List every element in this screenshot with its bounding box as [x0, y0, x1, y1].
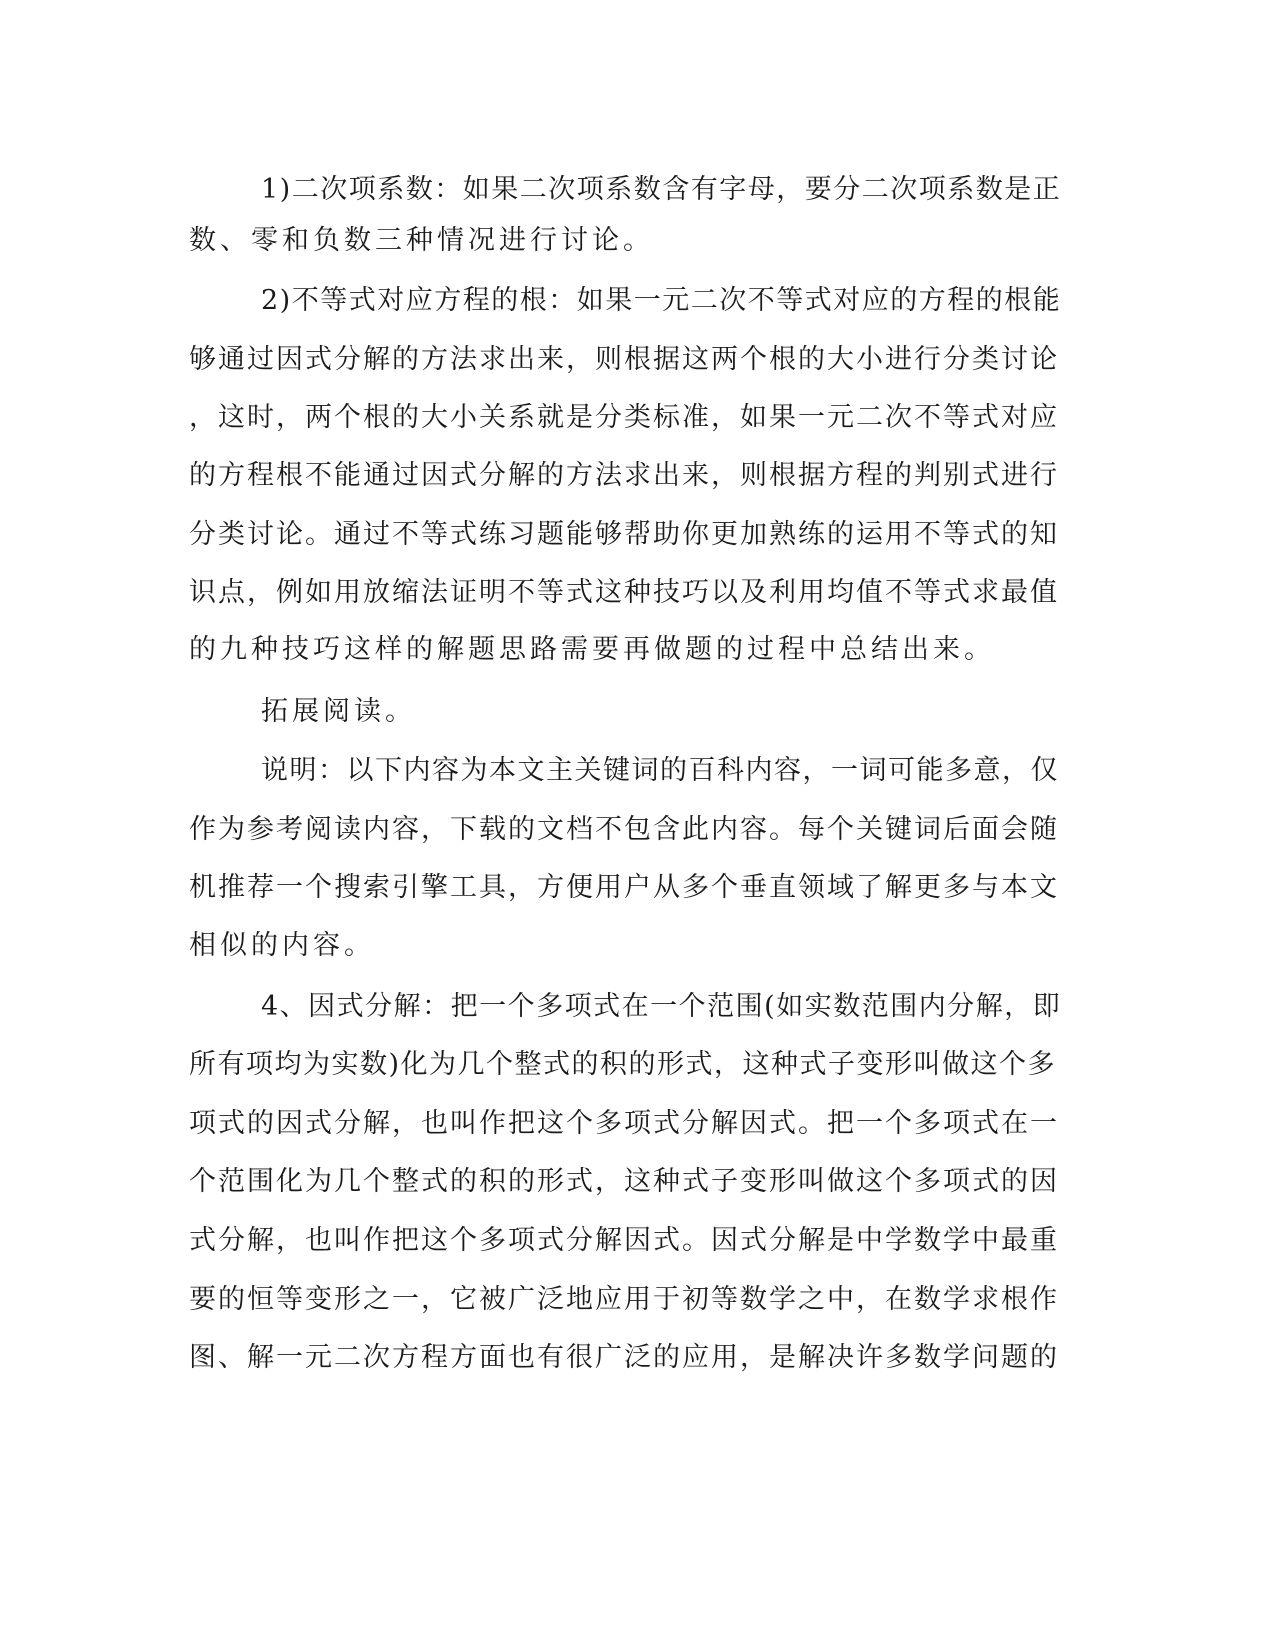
paragraph-line: 所有项均为实数)化为几个整式的积的形式，这种式子变形叫做这个多: [189, 1049, 1057, 1080]
paragraph-line: 1)二次项系数：如果二次项系数含有字母，要分二次项系数是正: [261, 174, 1062, 205]
paragraph-line: 式分解，也叫作把这个多项式分解因式。因式分解是中学数学中最重: [189, 1225, 1059, 1256]
paragraph-line: 作为参考阅读内容，下载的文档不包含此内容。每个关键词后面会随: [189, 814, 1059, 845]
paragraph-line: 图、解一元二次方程方面也有很广泛的应用，是解决许多数学问题的: [189, 1342, 1059, 1373]
paragraph-line: 4、因式分解：把一个多项式在一个范围(如实数范围内分解，即: [261, 991, 1062, 1022]
paragraph-line: 要的恒等变形之一，它被广泛地应用于初等数学之中，在数学求根作: [189, 1284, 1059, 1315]
section-heading: 拓展阅读。: [261, 696, 416, 727]
paragraph-line: 分类讨论。通过不等式练习题能够帮助你更加熟练的运用不等式的知: [189, 519, 1059, 550]
paragraph-line: 相似的内容。: [189, 930, 375, 961]
paragraph-line: 识点，例如用放缩法证明不等式这种技巧以及利用均值不等式求最值: [189, 577, 1059, 608]
paragraph-line: ，这时，两个根的大小关系就是分类标准，如果一元二次不等式对应: [189, 402, 1059, 433]
paragraph-line: 2)不等式对应方程的根：如果一元二次不等式对应的方程的根能: [261, 285, 1062, 316]
paragraph-line: 够通过因式分解的方法求出来，则根据这两个根的大小进行分类讨论: [189, 344, 1059, 375]
paragraph-line: 说明：以下内容为本文主关键词的百科内容，一词可能多意，仅: [261, 755, 1059, 786]
paragraph-line: 项式的因式分解，也叫作把这个多项式分解因式。把一个多项式在一: [189, 1108, 1059, 1139]
paragraph-line: 的方程根不能通过因式分解的方法求出来，则根据方程的判别式进行: [189, 460, 1059, 491]
paragraph-line: 个范围化为几个整式的积的形式，这种式子变形叫做这个多项式的因: [189, 1166, 1059, 1197]
paragraph-line: 的九种技巧这样的解题思路需要再做题的过程中总结出来。: [189, 634, 995, 665]
paragraph-line: 数、零和负数三种情况进行讨论。: [189, 225, 654, 256]
paragraph-line: 机推荐一个搜索引擎工具，方便用户从多个垂直领域了解更多与本文: [189, 872, 1059, 903]
